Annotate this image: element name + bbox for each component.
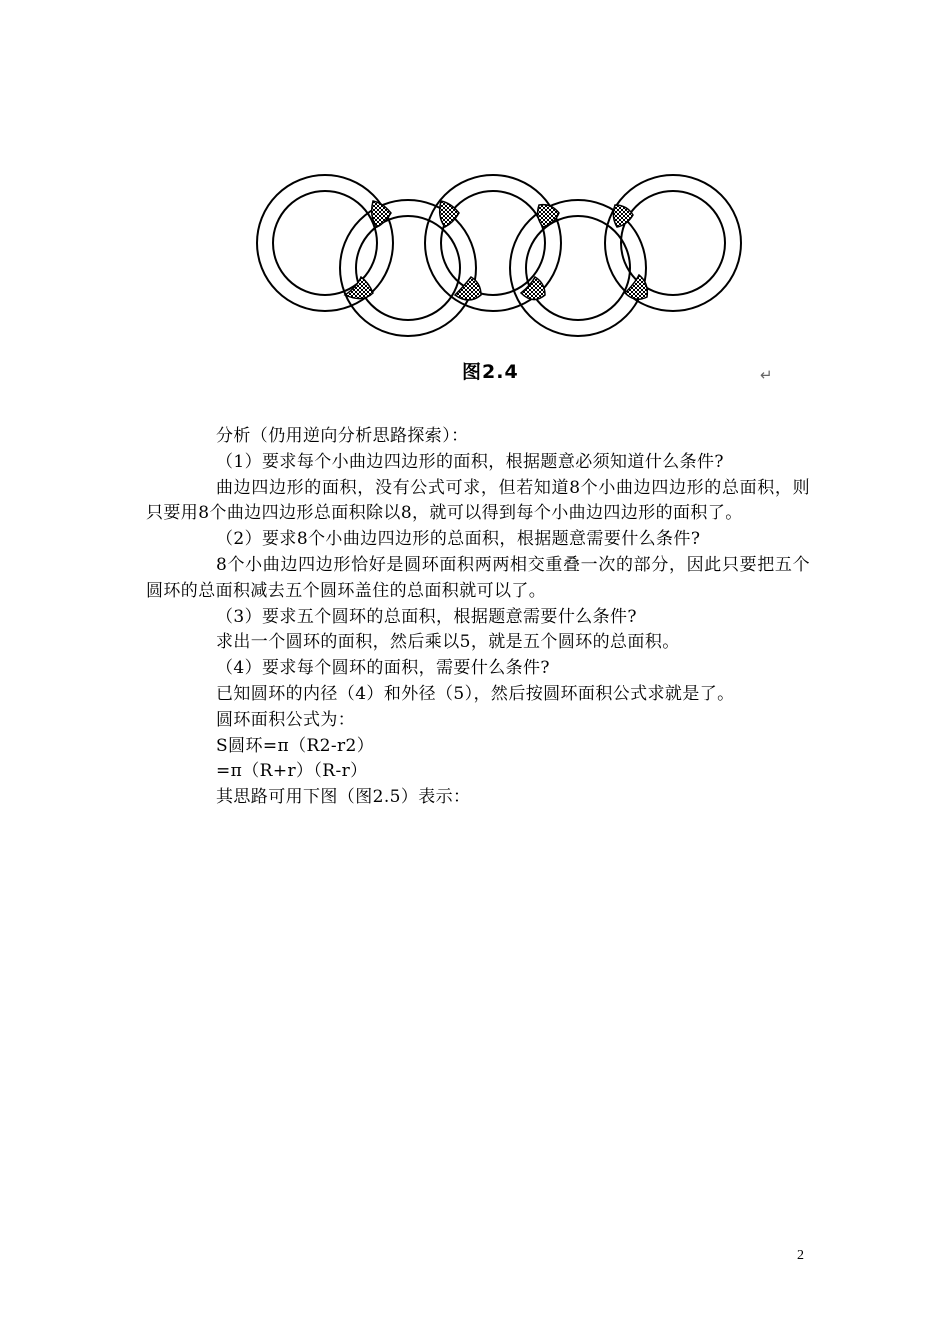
rings-diagram bbox=[245, 165, 765, 365]
ring-5 bbox=[605, 175, 741, 311]
paragraph: （2）要求8个小曲边四边形的总面积，根据题意需要什么条件? bbox=[216, 529, 701, 550]
paragraph: 其思路可用下图（图2.5）表示： bbox=[216, 787, 471, 808]
paragraph: 8个小曲边四边形恰好是圆环面积两两相交重叠一次的部分，因此只要把五个圆环的总面积减去五个圆环盖住的总面积就可以了。 bbox=[146, 554, 810, 601]
formula-line: =π（R+r）（R-r） bbox=[216, 761, 368, 782]
page-number: 2 bbox=[797, 1248, 804, 1263]
overlap-region-3 bbox=[440, 201, 459, 227]
overlap-region-6 bbox=[521, 277, 545, 300]
formula-label: 圆环面积公式为： bbox=[216, 709, 356, 730]
paragraph: （1）要求每个小曲边四边形的面积，根据题意必须知道什么条件? bbox=[216, 451, 724, 472]
paragraph: 曲边四边形的面积，没有公式可求，但若知道8个小曲边四边形的总面积，则只要用8个曲边四边形总面积除以8，就可以得到每个小曲边四边形的面积了。 bbox=[146, 477, 810, 524]
formula-line: S圆环=π（R2-r2） bbox=[216, 735, 375, 756]
paragraph: 求出一个圆环的面积，然后乘以5，就是五个圆环的总面积。 bbox=[216, 632, 680, 653]
overlap-region-5 bbox=[538, 205, 559, 227]
analysis-text bbox=[146, 424, 810, 811]
paragraph: （3）要求五个圆环的总面积，根据题意需要什么条件? bbox=[216, 606, 637, 627]
paragraph: 分析（仍用逆向分析思路探索）： bbox=[216, 426, 469, 446]
overlap-region-1 bbox=[372, 201, 391, 227]
paragraph: 已知圆环的内径（4）和外径（5），然后按圆环面积公式求就是了。 bbox=[216, 683, 735, 704]
figure-caption: 图2.4 bbox=[462, 361, 519, 383]
overlap-region-2 bbox=[345, 277, 373, 299]
paragraph: （4）要求每个圆环的面积，需要什么条件? bbox=[216, 658, 550, 679]
ring-2 bbox=[340, 200, 476, 336]
paragraph-return-mark: ↵ bbox=[760, 366, 773, 384]
